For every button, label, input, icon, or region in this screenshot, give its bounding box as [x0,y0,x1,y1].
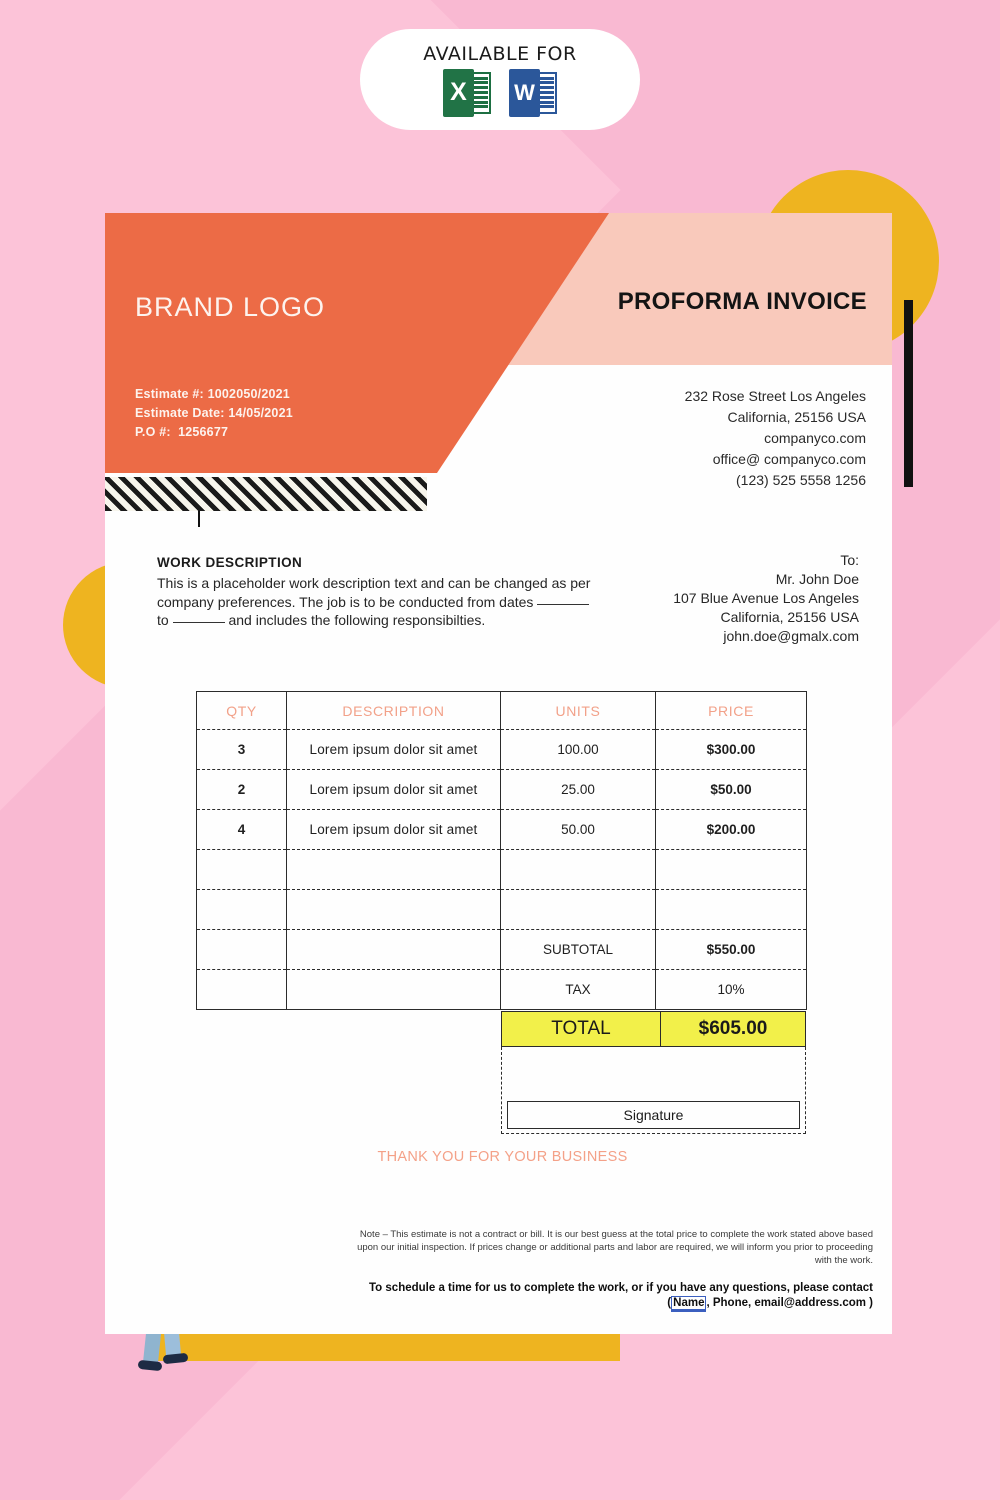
table-row-empty [197,850,807,890]
cell-qty-blank [197,970,287,1010]
diagonal-stripe-band [105,477,427,511]
page-title: PROFORMA INVOICE [617,288,867,315]
word-icon-letter: W [509,69,540,117]
excel-icon-letter: X [443,69,474,117]
company-address-line2: California, 25156 USA [727,409,866,425]
tick-mark [198,511,200,527]
signature-area[interactable] [501,1047,806,1134]
company-contact-block [685,386,866,491]
cell-qty: 3 [197,730,287,770]
available-for-badge [360,29,640,130]
tax-label: TAX [501,970,656,1010]
excel-icon [443,69,491,117]
total-row [501,1011,806,1047]
subtotal-row [197,930,807,970]
cell-units: 50.00 [501,810,656,850]
cell-description: Lorem ipsum dolor sit amet [287,770,501,810]
date-blank-to [173,622,225,623]
total-label: TOTAL [502,1012,661,1046]
total-value: $605.00 [698,1018,768,1039]
subtotal-value: $550.00 [656,930,807,970]
column-header-qty: QTY [197,692,287,730]
cell-qty [197,850,287,890]
cell-description [287,850,501,890]
format-icons [443,69,557,117]
estimate-date-line [135,404,293,423]
estimate-date-value: 14/05/2021 [228,406,293,420]
cell-qty: 4 [197,810,287,850]
black-bar-accent [904,300,913,487]
column-header-description: DESCRIPTION [287,692,501,730]
bill-to-address-line1: 107 Blue Avenue Los Angeles [673,590,859,606]
po-number-line [135,423,293,442]
estimate-meta [135,385,293,442]
line-items-table [196,691,806,1010]
cell-price: $300.00 [656,730,807,770]
cell-description: Lorem ipsum dolor sit amet [287,730,501,770]
company-address-line1: 232 Rose Street Los Angeles [684,388,866,404]
cell-qty: 2 [197,770,287,810]
available-for-label: AVAILABLE FOR [423,42,577,65]
cell-description-blank [287,970,501,1010]
work-description-heading: WORK DESCRIPTION [157,555,303,570]
date-blank-from [537,604,589,605]
bill-to-block [673,551,859,646]
cell-price: $50.00 [656,770,807,810]
cell-price [656,850,807,890]
cell-price [656,890,807,930]
table-row [197,730,807,770]
company-phone: (123) 525 5558 1256 [736,472,866,488]
estimate-number-label: Estimate #: [135,387,204,401]
estimate-date-label: Estimate Date: [135,406,225,420]
cell-units [501,850,656,890]
contact-prefix: ( [667,1297,672,1309]
brand-logo: BRAND LOGO [135,292,326,322]
footer-contact-line1: To schedule a time for us to complete the work, or if you have any questions, please contact [369,1282,873,1294]
cell-units [501,890,656,930]
work-description-text [157,574,597,630]
bill-to-address-line2: California, 25156 USA [720,609,859,625]
footer-contact [353,1281,873,1311]
column-header-units: UNITS [501,692,656,730]
footer-contact-line2 [353,1296,873,1311]
work-description-part2: and includes the following responsibilties. [228,612,486,628]
cell-units: 100.00 [501,730,656,770]
company-website: companyco.com [764,430,866,446]
bill-to-name: Mr. John Doe [775,571,859,587]
estimate-number-line [135,385,293,404]
po-number-label: P.O #: [135,425,171,439]
contact-suffix: ) [865,1297,873,1309]
footer-note: Note – This estimate is not a contract or bill. It is our best guess at the total price to complete the work stated above based upon our initial inspection. If prices change or additional parts and labor are required, we will inform you prior to proceeding with the work. [357,1229,873,1266]
cell-description: Lorem ipsum dolor sit amet [287,810,501,850]
cell-price: $200.00 [656,810,807,850]
subtotal-label: SUBTOTAL [501,930,656,970]
po-number-value: 1256677 [178,425,229,439]
table-row [197,770,807,810]
invoice-document [105,213,892,1334]
work-description-mid: to [157,612,169,628]
estimate-number-value: 1002050/2021 [207,387,290,401]
contact-middle: , Phone, [706,1297,755,1309]
table-row [197,810,807,850]
contact-email: email@address.com [754,1297,866,1309]
word-icon [509,69,557,117]
table-row-empty [197,890,807,930]
thank-you-message: THANK YOU FOR YOUR BUSINESS [377,1149,628,1165]
tax-row [197,970,807,1010]
tax-value: 10% [656,970,807,1010]
bill-to-email: john.doe@gmalx.com [723,628,859,644]
cell-qty-blank [197,930,287,970]
column-header-price: PRICE [656,692,807,730]
company-email: office@ companyco.com [712,451,866,467]
signature-label: Signature [507,1101,800,1129]
work-description-part1: This is a placeholder work description text and can be changed as per company preferences. The job is to be conducted from dates [157,575,591,610]
cell-units: 25.00 [501,770,656,810]
table-body [197,730,807,1010]
cell-description [287,890,501,930]
contact-name-placeholder[interactable]: Name [671,1296,706,1312]
bill-to-label: To: [840,552,859,568]
cell-description-blank [287,930,501,970]
table-header-row [197,692,807,730]
yellow-bar-accent [155,1334,620,1361]
cell-qty [197,890,287,930]
